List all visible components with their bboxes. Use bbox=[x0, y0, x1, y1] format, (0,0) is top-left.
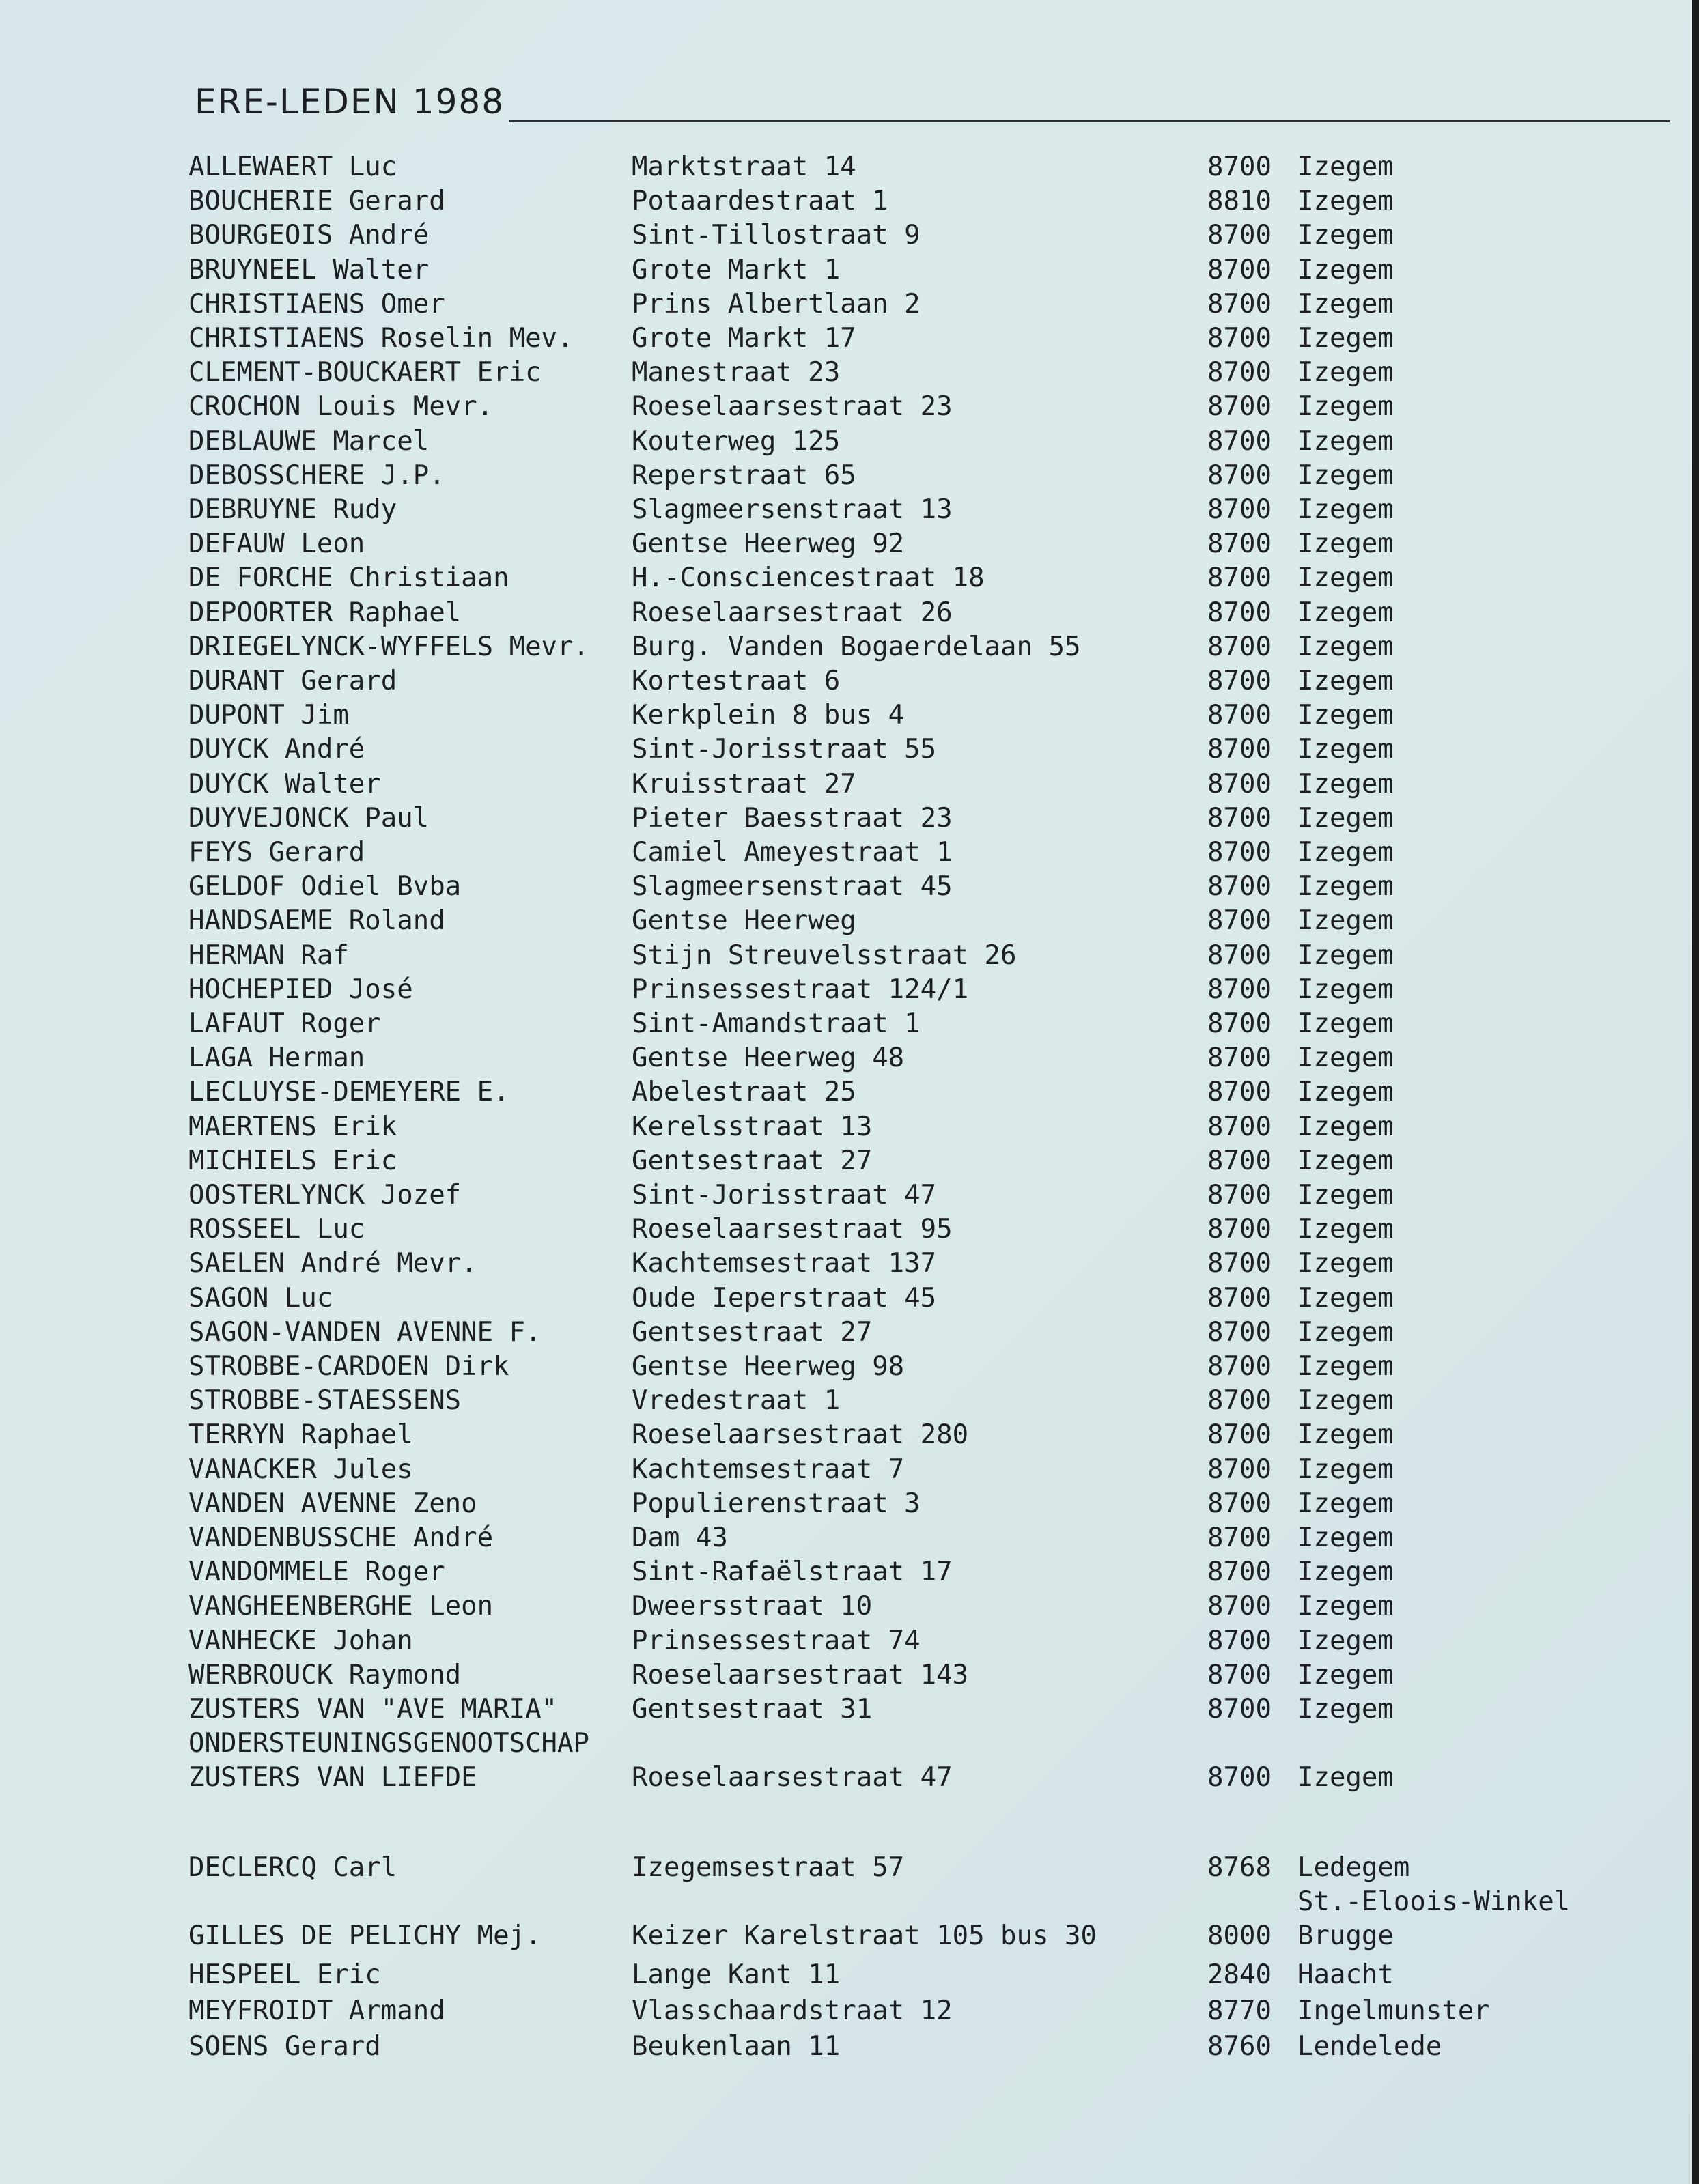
member-row bbox=[0, 289, 1699, 323]
member-row bbox=[0, 1762, 1699, 1796]
member-city: Izegem bbox=[1297, 1385, 1394, 1417]
member-postcode: 8700 bbox=[1207, 1522, 1272, 1553]
member-name: HESPEEL Eric bbox=[188, 1959, 381, 1990]
member-postcode: 8700 bbox=[1207, 734, 1272, 765]
member-city: Izegem bbox=[1297, 494, 1394, 525]
member-address: Gentse Heerweg 48 bbox=[632, 1043, 905, 1074]
member-city: Ingelmunster bbox=[1297, 1996, 1490, 2026]
member-address: Stijn Streuvelsstraat 26 bbox=[632, 939, 1017, 971]
member-row bbox=[0, 940, 1699, 974]
member-city: Izegem bbox=[1297, 802, 1394, 834]
member-postcode: 8700 bbox=[1207, 974, 1272, 1005]
member-city: Haacht bbox=[1297, 1959, 1394, 1990]
member-address: Abelestraat 25 bbox=[632, 1077, 856, 1108]
member-postcode: 8700 bbox=[1207, 1214, 1272, 1245]
member-address: Sint-Jorisstraat 47 bbox=[632, 1180, 937, 1210]
member-address: Gentse Heerweg 92 bbox=[632, 528, 905, 560]
member-name: ONDERSTEUNINGSGENOOTSCHAP bbox=[188, 1728, 589, 1759]
member-postcode: 8700 bbox=[1207, 1282, 1272, 1314]
member-city: Izegem bbox=[1297, 1351, 1394, 1382]
member-row bbox=[0, 528, 1699, 563]
member-address: Roeselaarsestraat 23 bbox=[632, 391, 953, 423]
member-city: Izegem bbox=[1297, 220, 1394, 251]
member-postcode: 8700 bbox=[1207, 1043, 1272, 1074]
member-postcode: 8700 bbox=[1207, 1077, 1272, 1108]
member-row bbox=[0, 1488, 1699, 1522]
member-name: LAFAUT Roger bbox=[188, 1008, 381, 1039]
member-city: Izegem bbox=[1297, 1008, 1394, 1039]
member-row bbox=[0, 1454, 1699, 1488]
member-row bbox=[0, 1419, 1699, 1453]
member-address: Pieter Baesstraat 23 bbox=[632, 802, 953, 834]
member-row bbox=[0, 152, 1699, 186]
member-name: STROBBE-STAESSENS bbox=[188, 1385, 462, 1417]
member-address: Kerkplein 8 bus 4 bbox=[632, 700, 905, 731]
member-postcode: 8700 bbox=[1207, 802, 1272, 834]
member-name: HOCHEPIED José bbox=[188, 974, 413, 1005]
member-city: Izegem bbox=[1297, 254, 1394, 285]
member-address: Marktstraat 14 bbox=[632, 152, 856, 182]
member-name: FEYS Gerard bbox=[188, 837, 365, 868]
member-address: Manestraat 23 bbox=[632, 357, 841, 388]
member-name: ROSSEEL Luc bbox=[188, 1214, 365, 1245]
member-name: SAELEN André Mevr. bbox=[188, 1248, 477, 1279]
member-address: H.-Consciencestraat 18 bbox=[632, 563, 985, 594]
member-row bbox=[0, 2031, 1699, 2065]
member-postcode: 8700 bbox=[1207, 1385, 1272, 1417]
member-name: BOUCHERIE Gerard bbox=[188, 186, 445, 217]
member-postcode: 8700 bbox=[1207, 1248, 1272, 1279]
member-address: Grote Markt 17 bbox=[632, 323, 856, 354]
member-city: Izegem bbox=[1297, 391, 1394, 423]
member-city: Izegem bbox=[1297, 1419, 1394, 1451]
member-name: MICHIELS Eric bbox=[188, 1145, 397, 1176]
member-address: Gentse Heerweg bbox=[632, 905, 856, 937]
member-postcode: 8700 bbox=[1207, 1180, 1272, 1210]
member-address: Sint-Tillostraat 9 bbox=[632, 220, 921, 251]
member-row bbox=[0, 563, 1699, 597]
member-row bbox=[0, 1111, 1699, 1146]
member-city: Izegem bbox=[1297, 1248, 1394, 1279]
member-city: Izegem bbox=[1297, 152, 1394, 182]
member-row bbox=[0, 1694, 1699, 1728]
member-address: Potaardestraat 1 bbox=[632, 186, 888, 217]
member-city: Izegem bbox=[1297, 837, 1394, 868]
member-postcode: 8700 bbox=[1207, 631, 1272, 662]
member-address: Sint-Rafaëlstraat 17 bbox=[632, 1557, 953, 1588]
member-postcode: 8770 bbox=[1207, 1996, 1272, 2026]
member-postcode: 8810 bbox=[1207, 186, 1272, 217]
member-city: Izegem bbox=[1297, 905, 1394, 937]
member-name: HERMAN Raf bbox=[188, 939, 349, 971]
member-row bbox=[0, 1852, 1699, 1886]
member-address: Keizer Karelstraat 105 bus 30 bbox=[632, 1920, 1097, 1951]
member-name: GILLES DE PELICHY Mej. bbox=[188, 1920, 542, 1951]
member-city: Izegem bbox=[1297, 734, 1394, 765]
member-address: Vredestraat 1 bbox=[632, 1385, 841, 1417]
member-row bbox=[0, 1996, 1699, 2030]
member-address: Roeselaarsestraat 143 bbox=[632, 1659, 969, 1690]
member-postcode: 8700 bbox=[1207, 152, 1272, 182]
member-name: CHRISTIAENS Roselin Mev. bbox=[188, 323, 574, 354]
member-address: Roeselaarsestraat 47 bbox=[632, 1762, 953, 1793]
member-postcode: 8700 bbox=[1207, 871, 1272, 903]
member-city: Izegem bbox=[1297, 1282, 1394, 1314]
member-row bbox=[0, 1591, 1699, 1625]
member-name: MAERTENS Erik bbox=[188, 1111, 397, 1142]
member-postcode: 8700 bbox=[1207, 597, 1272, 628]
member-address: Kerelsstraat 13 bbox=[632, 1111, 873, 1142]
member-name: SOENS Gerard bbox=[188, 2031, 381, 2062]
member-city: Izegem bbox=[1297, 563, 1394, 594]
member-address: Reperstraat 65 bbox=[632, 459, 856, 491]
member-row bbox=[0, 1728, 1699, 1762]
member-row bbox=[0, 1920, 1699, 1955]
member-address: Kruisstraat 27 bbox=[632, 768, 856, 799]
member-row bbox=[0, 186, 1699, 220]
member-postcode: 8700 bbox=[1207, 357, 1272, 388]
member-name: HANDSAEME Roland bbox=[188, 905, 445, 937]
member-postcode: 8700 bbox=[1207, 459, 1272, 491]
member-address: Populierenstraat 3 bbox=[632, 1488, 921, 1519]
member-city: Brugge bbox=[1297, 1920, 1394, 1951]
member-name: DUYCK Walter bbox=[188, 768, 381, 799]
member-postcode: 8700 bbox=[1207, 1488, 1272, 1519]
member-name: LAGA Herman bbox=[188, 1043, 365, 1074]
member-city: Izegem bbox=[1297, 1077, 1394, 1108]
member-name: CLEMENT-BOUCKAERT Eric bbox=[188, 357, 542, 388]
member-postcode: 8700 bbox=[1207, 391, 1272, 423]
member-row bbox=[0, 632, 1699, 666]
member-name: CHRISTIAENS Omer bbox=[188, 288, 445, 320]
member-postcode: 8700 bbox=[1207, 1694, 1272, 1725]
member-postcode: 8700 bbox=[1207, 1625, 1272, 1656]
member-postcode: 8700 bbox=[1207, 254, 1272, 285]
member-name: SAGON-VANDEN AVENNE F. bbox=[188, 1316, 542, 1348]
member-city: Izegem bbox=[1297, 1453, 1394, 1485]
member-name: DE FORCHE Christiaan bbox=[188, 563, 509, 594]
member-city: Izegem bbox=[1297, 528, 1394, 560]
member-row bbox=[0, 1043, 1699, 1077]
member-name: VANDENBUSSCHE André bbox=[188, 1522, 494, 1553]
member-postcode: 8700 bbox=[1207, 939, 1272, 971]
member-name: DECLERCQ Carl bbox=[188, 1852, 397, 1883]
member-row bbox=[0, 1626, 1699, 1660]
member-postcode: 8700 bbox=[1207, 1453, 1272, 1485]
member-address: Dam 43 bbox=[632, 1522, 728, 1553]
member-city: Izegem bbox=[1297, 1145, 1394, 1176]
member-city: Izegem bbox=[1297, 768, 1394, 799]
member-address: Prinsessestraat 124/1 bbox=[632, 974, 969, 1005]
member-city: Izegem bbox=[1297, 871, 1394, 903]
member-address: Gentsestraat 31 bbox=[632, 1694, 873, 1725]
member-address: Kouterweg 125 bbox=[632, 425, 841, 457]
member-name: BOURGEOIS André bbox=[188, 220, 430, 251]
member-address: Prinsessestraat 74 bbox=[632, 1625, 921, 1656]
member-postcode: 8700 bbox=[1207, 1351, 1272, 1382]
member-address: Roeselaarsestraat 26 bbox=[632, 597, 953, 628]
member-postcode: 8700 bbox=[1207, 1145, 1272, 1176]
member-city: Izegem bbox=[1297, 186, 1394, 217]
member-name: SAGON Luc bbox=[188, 1282, 333, 1314]
member-postcode: 8000 bbox=[1207, 1920, 1272, 1951]
member-postcode: 8700 bbox=[1207, 563, 1272, 594]
member-postcode: 8700 bbox=[1207, 768, 1272, 799]
member-name: DUYVEJONCK Paul bbox=[188, 802, 430, 834]
member-name: OOSTERLYNCK Jozef bbox=[188, 1180, 462, 1210]
member-postcode: 8760 bbox=[1207, 2031, 1272, 2062]
member-name: DEPOORTER Raphael bbox=[188, 597, 462, 628]
member-row bbox=[0, 426, 1699, 460]
member-postcode: 8768 bbox=[1207, 1852, 1272, 1883]
member-row bbox=[0, 357, 1699, 391]
member-city: Lendelede bbox=[1297, 2031, 1442, 2062]
member-postcode: 2840 bbox=[1207, 1959, 1272, 1990]
member-postcode: 8700 bbox=[1207, 323, 1272, 354]
member-row bbox=[0, 1283, 1699, 1317]
member-city: Izegem bbox=[1297, 1762, 1394, 1793]
member-row bbox=[0, 255, 1699, 289]
member-name: DUYCK André bbox=[188, 734, 365, 765]
member-city: Izegem bbox=[1297, 1694, 1394, 1725]
member-city: Izegem bbox=[1297, 459, 1394, 491]
member-name: STROBBE-CARDOEN Dirk bbox=[188, 1351, 509, 1382]
member-name: DEBLAUWE Marcel bbox=[188, 425, 430, 457]
member-name: ZUSTERS VAN "AVE MARIA" bbox=[188, 1694, 558, 1725]
member-city: Izegem bbox=[1297, 1111, 1394, 1142]
member-address: Kortestraat 6 bbox=[632, 666, 841, 696]
member-row bbox=[0, 323, 1699, 357]
member-row bbox=[0, 905, 1699, 939]
member-row bbox=[0, 1077, 1699, 1111]
member-name: GELDOF Odiel Bvba bbox=[188, 871, 462, 903]
member-row bbox=[0, 1317, 1699, 1351]
member-row bbox=[0, 1886, 1699, 1920]
member-name: WERBROUCK Raymond bbox=[188, 1659, 462, 1690]
member-row bbox=[0, 1248, 1699, 1282]
member-name: VANGHEENBERGHE Leon bbox=[188, 1591, 494, 1622]
member-postcode: 8700 bbox=[1207, 494, 1272, 525]
member-city: Ledegem bbox=[1297, 1852, 1410, 1883]
member-address: Gentsestraat 27 bbox=[632, 1145, 873, 1176]
member-postcode: 8700 bbox=[1207, 288, 1272, 320]
member-postcode: 8700 bbox=[1207, 1008, 1272, 1039]
member-address: Izegemsestraat 57 bbox=[632, 1852, 905, 1883]
member-row bbox=[0, 1385, 1699, 1419]
member-name: DURANT Gerard bbox=[188, 666, 397, 696]
member-row bbox=[0, 769, 1699, 803]
member-name: LECLUYSE-DEMEYERE E. bbox=[188, 1077, 509, 1108]
member-postcode: 8700 bbox=[1207, 425, 1272, 457]
member-city: St.-Eloois-Winkel bbox=[1297, 1886, 1571, 1917]
member-name: VANDEN AVENNE Zeno bbox=[188, 1488, 477, 1519]
member-postcode: 8700 bbox=[1207, 700, 1272, 731]
member-postcode: 8700 bbox=[1207, 1419, 1272, 1451]
member-city: Izegem bbox=[1297, 357, 1394, 388]
member-row bbox=[0, 734, 1699, 768]
member-row bbox=[0, 220, 1699, 254]
member-name: MEYFROIDT Armand bbox=[188, 1996, 445, 2026]
page-title: ERE-LEDEN 1988 bbox=[195, 82, 505, 122]
member-city: Izegem bbox=[1297, 288, 1394, 320]
member-row bbox=[0, 597, 1699, 632]
member-city: Izegem bbox=[1297, 1316, 1394, 1348]
member-postcode: 8700 bbox=[1207, 1557, 1272, 1588]
member-city: Izegem bbox=[1297, 597, 1394, 628]
member-row bbox=[0, 1351, 1699, 1385]
member-city: Izegem bbox=[1297, 323, 1394, 354]
member-city: Izegem bbox=[1297, 666, 1394, 696]
member-postcode: 8700 bbox=[1207, 528, 1272, 560]
member-row bbox=[0, 494, 1699, 528]
member-row bbox=[0, 871, 1699, 905]
member-name: DEBOSSCHERE J.P. bbox=[188, 459, 445, 491]
member-address: Roeselaarsestraat 280 bbox=[632, 1419, 969, 1451]
member-address: Oude Ieperstraat 45 bbox=[632, 1282, 937, 1314]
member-row bbox=[0, 1959, 1699, 1994]
member-row bbox=[0, 460, 1699, 494]
member-row bbox=[0, 974, 1699, 1008]
member-address: Kachtemsestraat 137 bbox=[632, 1248, 937, 1279]
member-city: Izegem bbox=[1297, 974, 1394, 1005]
member-address: Gentse Heerweg 98 bbox=[632, 1351, 905, 1382]
member-address: Lange Kant 11 bbox=[632, 1959, 841, 1990]
member-city: Izegem bbox=[1297, 1522, 1394, 1553]
member-city: Izegem bbox=[1297, 1043, 1394, 1074]
member-address: Sint-Amandstraat 1 bbox=[632, 1008, 921, 1039]
member-address: Grote Markt 1 bbox=[632, 254, 841, 285]
member-row bbox=[0, 1522, 1699, 1557]
member-name: ZUSTERS VAN LIEFDE bbox=[188, 1762, 477, 1793]
member-postcode: 8700 bbox=[1207, 1762, 1272, 1793]
member-city: Izegem bbox=[1297, 1557, 1394, 1588]
member-city: Izegem bbox=[1297, 939, 1394, 971]
member-address: Slagmeersenstraat 13 bbox=[632, 494, 953, 525]
title-underline bbox=[509, 120, 1670, 122]
member-row bbox=[0, 837, 1699, 871]
member-name: TERRYN Raphael bbox=[188, 1419, 413, 1451]
member-city: Izegem bbox=[1297, 700, 1394, 731]
member-address: Sint-Jorisstraat 55 bbox=[632, 734, 937, 765]
member-address: Gentsestraat 27 bbox=[632, 1316, 873, 1348]
member-city: Izegem bbox=[1297, 1214, 1394, 1245]
member-row bbox=[0, 803, 1699, 837]
member-name: DRIEGELYNCK-WYFFELS Mevr. bbox=[188, 631, 589, 662]
member-address: Slagmeersenstraat 45 bbox=[632, 871, 953, 903]
member-postcode: 8700 bbox=[1207, 1111, 1272, 1142]
member-city: Izegem bbox=[1297, 1625, 1394, 1656]
member-row bbox=[0, 1008, 1699, 1043]
member-city: Izegem bbox=[1297, 1180, 1394, 1210]
member-address: Burg. Vanden Bogaerdelaan 55 bbox=[632, 631, 1081, 662]
member-name: VANDOMMELE Roger bbox=[188, 1557, 445, 1588]
member-city: Izegem bbox=[1297, 631, 1394, 662]
member-postcode: 8700 bbox=[1207, 837, 1272, 868]
member-address: Roeselaarsestraat 95 bbox=[632, 1214, 953, 1245]
member-postcode: 8700 bbox=[1207, 905, 1272, 937]
member-address: Kachtemsestraat 7 bbox=[632, 1453, 905, 1485]
member-name: DUPONT Jim bbox=[188, 700, 349, 731]
member-row bbox=[0, 1180, 1699, 1214]
member-postcode: 8700 bbox=[1207, 666, 1272, 696]
member-postcode: 8700 bbox=[1207, 1659, 1272, 1690]
member-row bbox=[0, 391, 1699, 425]
member-postcode: 8700 bbox=[1207, 220, 1272, 251]
member-city: Izegem bbox=[1297, 425, 1394, 457]
member-name: CROCHON Louis Mevr. bbox=[188, 391, 494, 423]
member-row bbox=[0, 700, 1699, 734]
member-name: VANHECKE Johan bbox=[188, 1625, 413, 1656]
member-row bbox=[0, 666, 1699, 700]
member-row bbox=[0, 1660, 1699, 1694]
member-row bbox=[0, 1557, 1699, 1591]
member-address: Vlasschaardstraat 12 bbox=[632, 1996, 953, 2026]
member-name: ALLEWAERT Luc bbox=[188, 152, 397, 182]
member-postcode: 8700 bbox=[1207, 1316, 1272, 1348]
member-postcode: 8700 bbox=[1207, 1591, 1272, 1622]
member-city: Izegem bbox=[1297, 1591, 1394, 1622]
member-address: Prins Albertlaan 2 bbox=[632, 288, 921, 320]
member-name: VANACKER Jules bbox=[188, 1453, 413, 1485]
member-row bbox=[0, 1146, 1699, 1180]
member-row bbox=[0, 1214, 1699, 1248]
member-address: Beukenlaan 11 bbox=[632, 2031, 841, 2062]
member-address: Camiel Ameyestraat 1 bbox=[632, 837, 953, 868]
member-city: Izegem bbox=[1297, 1488, 1394, 1519]
member-name: DEFAUW Leon bbox=[188, 528, 365, 560]
member-address: Dweersstraat 10 bbox=[632, 1591, 873, 1622]
member-city: Izegem bbox=[1297, 1659, 1394, 1690]
member-name: BRUYNEEL Walter bbox=[188, 254, 430, 285]
member-name: DEBRUYNE Rudy bbox=[188, 494, 397, 525]
